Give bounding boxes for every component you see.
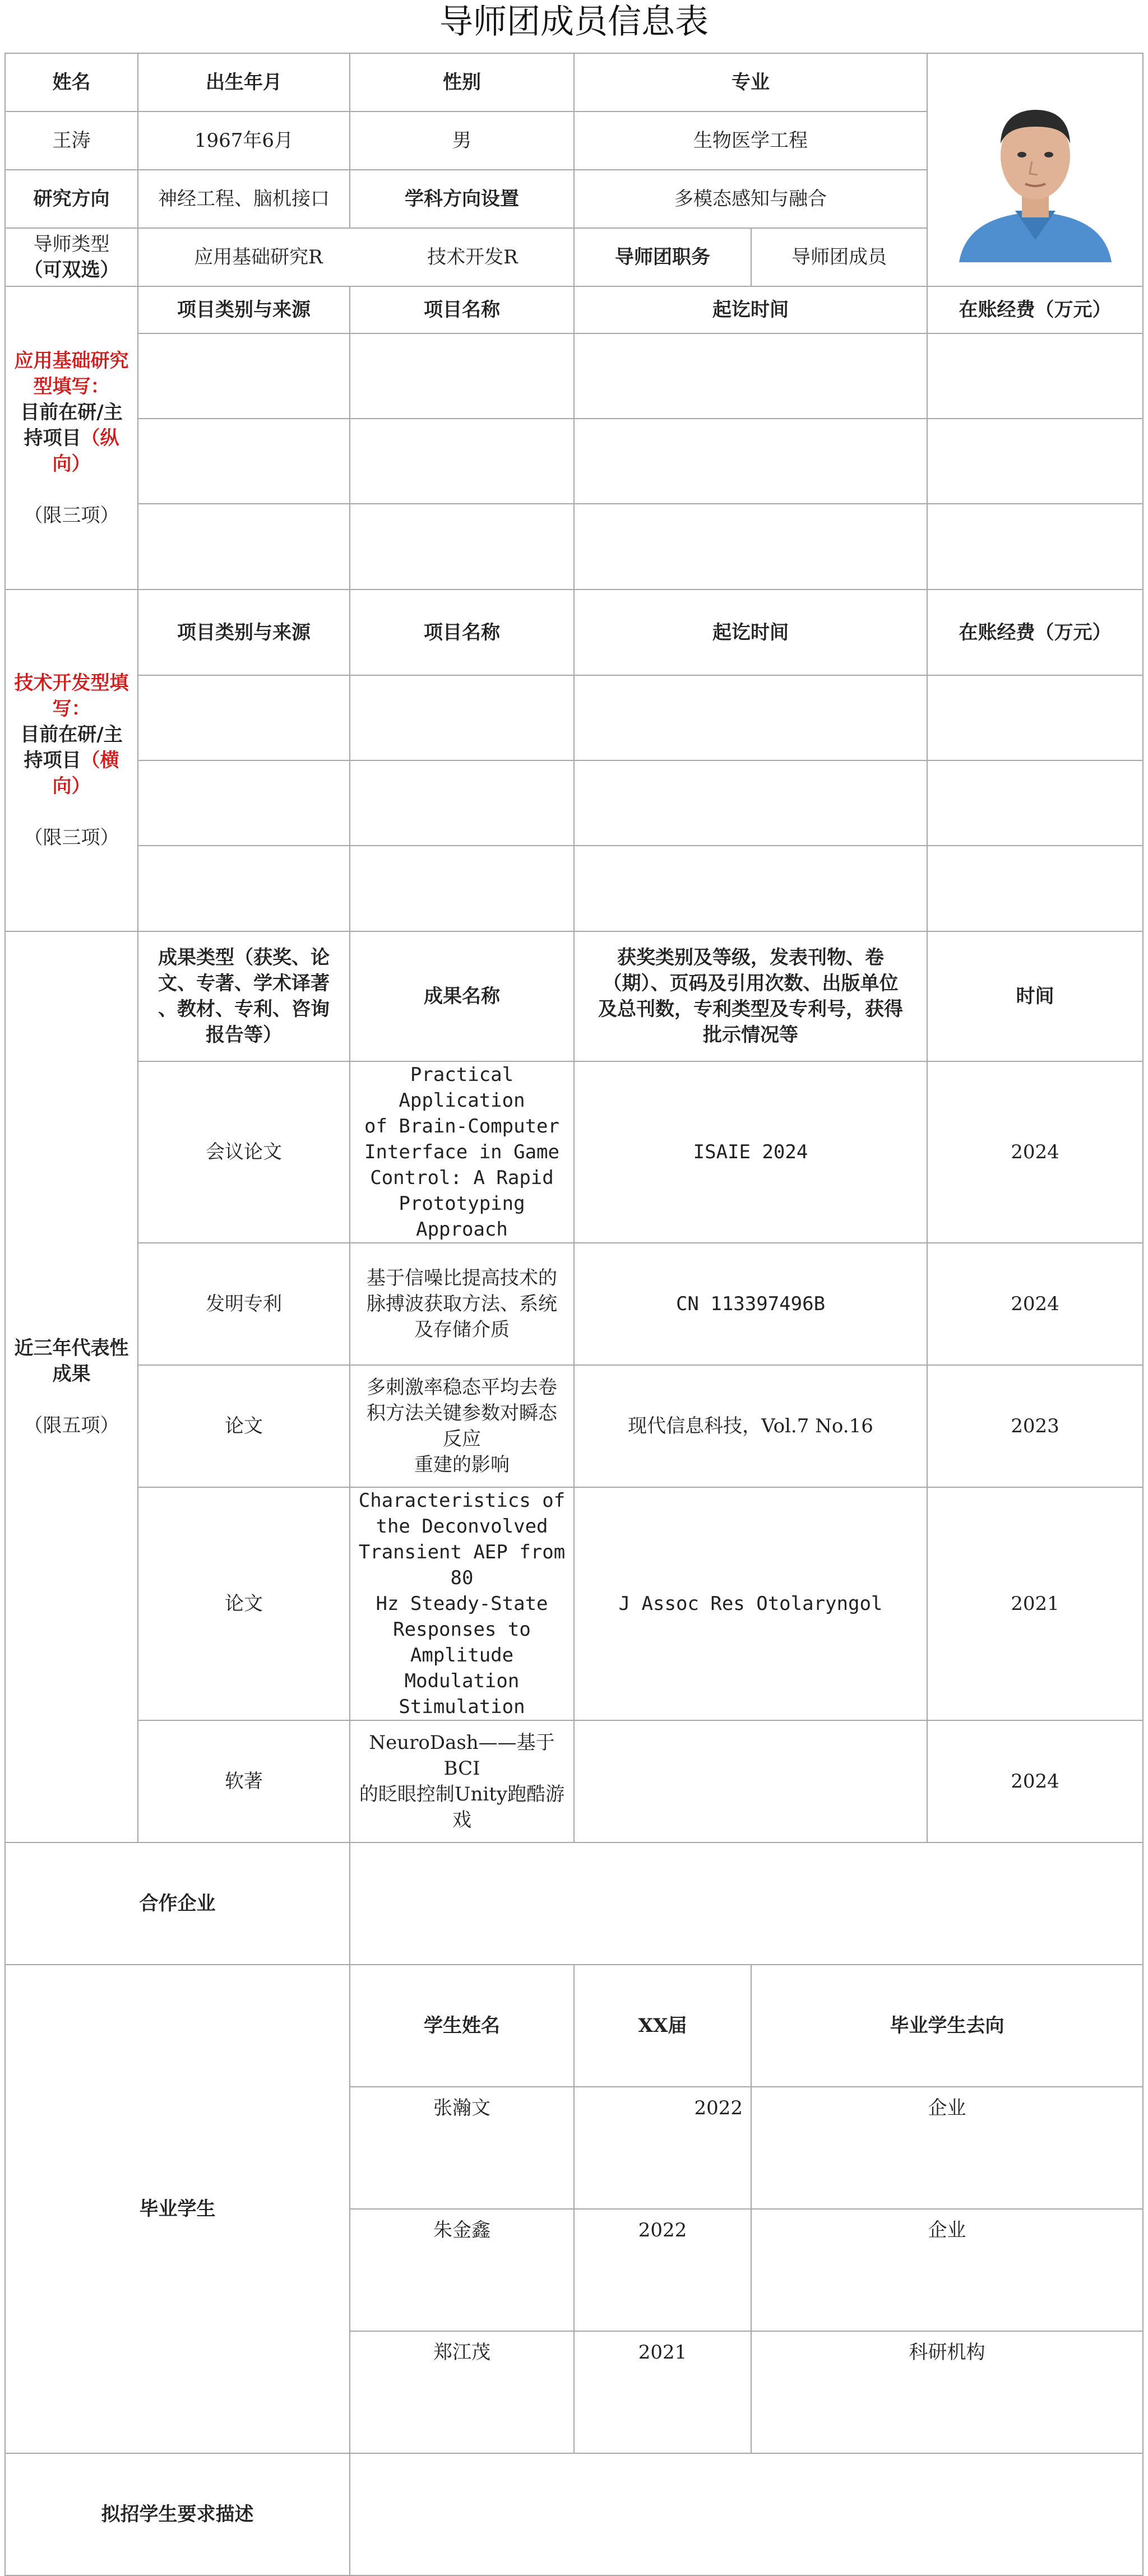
achievement-detail-header: 获奖类别及等级，发表刊物、卷 （期）、页码及引用次数、出版单位 及总刊数，专利类型及专利号，获得 批示情况等 (574, 931, 927, 1061)
tech-name-cell[interactable] (350, 760, 574, 846)
table-row (5, 675, 1143, 760)
basic-source-cell[interactable] (138, 333, 350, 419)
research-value: 神经工程、脑机接口 (138, 170, 350, 228)
graduate-name: 朱金鑫 (350, 2209, 574, 2331)
graduate-year-header: XX届 (574, 1965, 751, 2087)
name-header: 姓名 (5, 53, 138, 112)
achievement-time: 2021 (927, 1487, 1143, 1720)
tech-period-cell[interactable] (574, 846, 927, 931)
research-header: 研究方向 (5, 170, 138, 228)
mentor-type-option-basic: 应用基础研究R (194, 246, 323, 268)
tech-fund-header: 在账经费（万元） (927, 590, 1143, 675)
achievement-name-header: 成果名称 (350, 931, 574, 1061)
tech-fund-cell[interactable] (927, 760, 1143, 846)
graduate-destination: 科研机构 (751, 2331, 1143, 2453)
basic-name-cell[interactable] (350, 419, 574, 504)
graduate-destination: 企业 (751, 2209, 1143, 2331)
basic-research-label: 应用基础研究 型填写： 目前在研/主 持项目（纵 向） （限三项） (5, 286, 138, 590)
basic-name-header: 项目名称 (350, 286, 574, 333)
achievement-detail (574, 1720, 927, 1842)
basic-source-cell[interactable] (138, 419, 350, 504)
photo-cell (927, 53, 1143, 286)
company-value[interactable] (350, 1842, 1143, 1965)
achievement-type: 会议论文 (138, 1061, 350, 1243)
achievement-name: 基于信噪比提高技术的 脉搏波获取方法、系统 及存储介质 (350, 1243, 574, 1365)
graduate-name: 张瀚文 (350, 2087, 574, 2209)
table-row (5, 1720, 1143, 1842)
tech-source-cell[interactable] (138, 675, 350, 760)
achievement-time-header: 时间 (927, 931, 1143, 1061)
mentor-type-note: （可双选） (24, 259, 119, 281)
discipline-value: 多模态感知与融合 (574, 170, 927, 228)
achievement-detail: ISAIE 2024 (574, 1061, 927, 1243)
tech-period-header: 起讫时间 (574, 590, 927, 675)
tech-source-cell[interactable] (138, 760, 350, 846)
requirements-value[interactable] (350, 2453, 1143, 2575)
tech-period-cell[interactable] (574, 760, 927, 846)
mentor-type-options (138, 228, 574, 286)
requirements-label: 拟招学生要求描述 (5, 2453, 350, 2575)
gender-value: 男 (350, 112, 574, 170)
achievement-name: Characteristics of the Deconvolved Transient AEP from 80 Hz Steady-State Responses to Amplitude Modulation Stimulation (350, 1487, 574, 1720)
basic-fund-cell[interactable] (927, 419, 1143, 504)
achievement-time: 2024 (927, 1720, 1143, 1842)
basic-source-cell[interactable] (138, 504, 350, 590)
tech-name-header: 项目名称 (350, 590, 574, 675)
graduate-year: 2022 (574, 2087, 751, 2209)
achievement-type: 发明专利 (138, 1243, 350, 1365)
basic-period-cell[interactable] (574, 504, 927, 590)
basic-period-cell[interactable] (574, 333, 927, 419)
mentor-type-option-tech: 技术开发R (427, 246, 518, 268)
birth-header: 出生年月 (138, 53, 350, 112)
table-row (5, 504, 1143, 590)
graduate-year: 2021 (574, 2331, 751, 2453)
graduate-name: 郑江茂 (350, 2331, 574, 2453)
tech-dev-label: 技术开发型填 写： 目前在研/主 持项目（横 向） （限三项） (5, 590, 138, 931)
page-title: 导师团成员信息表 (439, 2, 709, 41)
basic-name-cell[interactable] (350, 333, 574, 419)
achievement-type: 软著 (138, 1720, 350, 1842)
tech-source-cell[interactable] (138, 846, 350, 931)
table-row (5, 419, 1143, 504)
basic-source-header: 项目类别与来源 (138, 286, 350, 333)
achievement-time: 2024 (927, 1061, 1143, 1243)
achievement-name: Practical Application of Brain-Computer Interface in Game Control: A Rapid Prototyping Approach (350, 1061, 574, 1243)
achievement-name: 多刺激率稳态平均去卷 积方法关键参数对瞬态 反应 重建的影响 (350, 1365, 574, 1487)
graduate-year: 2022 (574, 2209, 751, 2331)
name-value: 王涛 (5, 112, 138, 170)
tech-source-header: 项目类别与来源 (138, 590, 350, 675)
table-row (5, 1243, 1143, 1365)
achievement-detail: 现代信息科技，Vol.7 No.16 (574, 1365, 927, 1487)
achievement-detail: CN 113397496B (574, 1243, 927, 1365)
basic-fund-header: 在账经费（万元） (927, 286, 1143, 333)
role-header: 导师团职务 (574, 228, 751, 286)
achievement-type: 论文 (138, 1487, 350, 1720)
graduates-label: 毕业学生 (5, 1965, 350, 2453)
discipline-header: 学科方向设置 (350, 170, 574, 228)
mentor-info-table (4, 53, 1144, 2576)
tech-fund-cell[interactable] (927, 675, 1143, 760)
major-header: 专业 (574, 53, 927, 112)
company-label: 合作企业 (5, 1842, 350, 1965)
birth-value: 1967年6月 (138, 112, 350, 170)
basic-fund-cell[interactable] (927, 504, 1143, 590)
basic-period-header: 起讫时间 (574, 286, 927, 333)
tech-name-cell[interactable] (350, 846, 574, 931)
achievement-type: 论文 (138, 1365, 350, 1487)
graduate-destination-header: 毕业学生去向 (751, 1965, 1143, 2087)
achievement-time: 2023 (927, 1365, 1143, 1487)
achievements-label: 近三年代表性 成果 （限五项） (5, 931, 138, 1842)
table-row (5, 333, 1143, 419)
achievement-name: NeuroDash——基于BCI 的眨眼控制Unity跑酷游 戏 (350, 1720, 574, 1842)
mentor-photo (948, 77, 1123, 262)
tech-fund-cell[interactable] (927, 846, 1143, 931)
mentor-type-label: 导师类型 (33, 233, 110, 256)
gender-header: 性别 (350, 53, 574, 112)
major-value: 生物医学工程 (574, 112, 927, 170)
table-row (5, 1487, 1143, 1720)
graduate-name-header: 学生姓名 (350, 1965, 574, 2087)
basic-fund-cell[interactable] (927, 333, 1143, 419)
table-row (5, 760, 1143, 846)
achievement-time: 2024 (927, 1243, 1143, 1365)
achievement-detail: J Assoc Res Otolaryngol (574, 1487, 927, 1720)
graduate-destination: 企业 (751, 2087, 1143, 2209)
table-row (5, 1061, 1143, 1243)
mentor-type-header (5, 228, 138, 286)
role-value: 导师团成员 (751, 228, 927, 286)
tech-name-cell[interactable] (350, 675, 574, 760)
basic-period-cell[interactable] (574, 419, 927, 504)
table-row (5, 846, 1143, 931)
achievement-type-header: 成果类型（获奖、论 文、专著、学术译著 、教材、专利、咨询 报告等） (138, 931, 350, 1061)
tech-period-cell[interactable] (574, 675, 927, 760)
table-row (5, 1365, 1143, 1487)
basic-name-cell[interactable] (350, 504, 574, 590)
